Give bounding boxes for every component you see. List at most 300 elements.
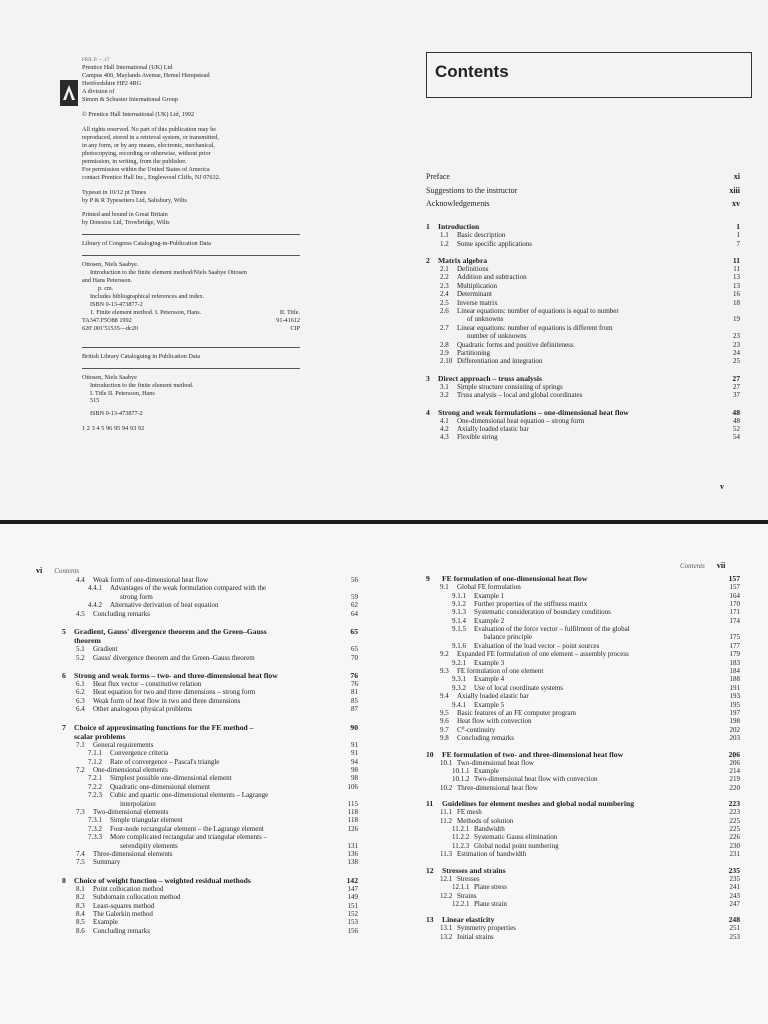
toc-section [426,726,740,734]
chapter-number: 6 [62,670,66,680]
chapter-heading [62,671,358,680]
rights-line: For permission within the United States of America [82,165,210,173]
section-page: 197 [729,708,740,717]
section-title: Example 3 [474,658,505,667]
section-title: Weak form of heat flow in two and three dimensions [93,696,241,705]
toc-section [426,349,740,357]
section-page: 11 [733,265,740,273]
section-page: 220 [729,783,740,792]
chapter-title: Strong and weak formulations – one-dimensional heat flow [438,407,629,417]
divider-rule [82,234,300,235]
toc-section [426,784,740,792]
chapter-number: 3 [426,373,430,383]
printed-block [82,211,310,227]
section-title: Estimation of bandwidth [457,850,527,859]
section-number: 1.1 [440,231,449,240]
section-page: 91 [351,749,358,758]
chapter-page: 142 [346,875,358,885]
section-page: 27 [733,382,740,391]
toc-section [426,883,740,891]
toc-section [426,684,740,692]
toc-section [426,391,740,399]
section-page: 59 [351,592,358,601]
toc-chapter [62,671,358,714]
section-number: 7.2.3 [88,791,102,800]
section-number: 6.4 [76,705,85,714]
front-matter-item [426,199,740,209]
section-title: Concluding remarks [93,926,150,935]
section-number: 9.2.1 [452,658,466,667]
section-page: 230 [729,841,740,850]
section-page: 243 [729,891,740,900]
section-title: Example 5 [474,700,505,709]
publisher-line: Simon & Schuster International Group [82,96,178,104]
scribble: FRIL P. -- .17 [82,58,110,63]
section-title: Systematic consideration of boundary conditions [474,608,611,617]
section-title: Example 2 [474,616,505,625]
toc-chapter [62,723,358,867]
chapter-title: FE formulation of two- and three-dimensional heat flow [442,749,624,759]
section-number: 6.2 [76,688,85,697]
chapter-number: 8 [62,875,66,885]
loc-subject-row [82,309,300,317]
rights-line: photocopying, recording or otherwise, without prior [82,149,211,157]
section-number: 10.2 [440,783,453,792]
section-title: General requirements [93,740,154,749]
section-page: 156 [347,926,358,935]
section-title: Some specific applications [457,239,533,248]
section-title: Two-dimensional heat flow with convection [474,775,598,784]
section-page: 193 [729,692,740,701]
section-number: 9.2 [440,650,449,659]
section-title: The Galerkin method [93,909,153,918]
section-number: 7.5 [76,858,85,867]
toc-section [426,701,740,709]
section-number: 5.1 [76,645,85,654]
section-number: 2.5 [440,298,449,307]
chapter-title: Stresses and strains [442,865,506,875]
toc-section [62,902,358,910]
section-page: 98 [351,774,358,783]
section-title: Use of local coordinate systems [474,683,564,692]
section-number: 12.1 [440,874,453,883]
section-page: 195 [729,700,740,709]
section-page: 118 [347,816,358,825]
front-matter-page: xi [733,172,740,181]
chapter-title-cont: scalar problems [74,731,126,741]
section-page: 25 [733,357,740,366]
section-page: 153 [347,918,358,927]
chapter-number: 2 [426,255,430,265]
section-title: Inverse matrix [457,298,498,307]
chapter-title-cont: theorem [74,636,101,646]
section-page: 65 [351,645,358,654]
toc-section [426,734,740,742]
front-matter-title: Preface [426,172,450,181]
section-page: 19 [733,315,740,324]
section-title: Basic features of an FE computer program [457,708,576,717]
toc-section [426,583,740,591]
running-head-vi: Contents [54,567,80,575]
section-title: Linear equations: number of equations is different from number of unknowns [457,323,613,341]
print-line: 1 2 3 4 5 96 95 94 93 92 [82,425,145,433]
section-page: 70 [351,653,358,662]
section-number: 9.4 [440,692,449,701]
toc-section [426,775,740,783]
publisher-line: Prentice Hall International (UK) Ltd [82,64,173,72]
section-title: Strains [457,891,477,900]
section-page: 147 [347,884,358,893]
section-number: 3.2 [440,391,449,400]
section-page: 177 [729,641,740,650]
section-title: Concluding remarks [457,734,514,743]
chapter-title: Matrix algebra [438,255,488,265]
section-number: 8.1 [76,884,85,893]
section-page: 149 [347,893,358,902]
chapter-heading [62,876,358,885]
section-page: 54 [733,433,740,442]
section-page: 37 [733,391,740,400]
section-title: Gradient [93,645,118,654]
loc-title-cont: and Hans Petersson. [82,277,133,285]
page-vii-header [680,555,725,573]
section-page: 191 [729,683,740,692]
chapter-heading [62,627,358,645]
section-title: Gauss' divergence theorem and the Green–Gauss theorem [93,653,255,662]
chapter-page: 248 [728,915,740,925]
toc-section [426,650,740,658]
toc-section [426,850,740,858]
section-page: 13 [733,281,740,290]
section-title-cont: interpolation [120,799,156,808]
publisher-line: Campus 400, Maylands Avenue, Hemel Hempstead [82,72,210,80]
section-title-cont: serendipity elements [120,841,178,850]
section-number: 9.7 [440,725,449,734]
section-page: 118 [347,807,358,816]
toc-section [426,759,740,767]
toc-chapter [426,374,740,400]
toc-section [426,617,740,625]
divider-rule [82,255,300,256]
toc-section [62,927,358,935]
toc-section [62,791,358,808]
section-title: Differentiation and integration [457,357,543,366]
section-page: 23 [733,340,740,349]
section-page: 152 [347,909,358,918]
toc-page-vi [62,576,358,944]
section-title: Simple structure consisting of springs [457,382,563,391]
section-page: 115 [347,799,358,808]
section-page: 98 [351,766,358,775]
chapter-title: Strong and weak forms – two- and three-dimensional heat flow [74,670,278,680]
chapter-page: 48 [732,407,740,417]
toc-section [62,893,358,901]
section-title: C⁰-continuity [457,725,496,734]
section-number: 7.3 [76,807,85,816]
rights-line: All rights reserved. No part of this publication may be [82,126,217,134]
toc-section [426,299,740,307]
section-page: 253 [729,932,740,941]
section-title: Subdomain collocation method [93,893,181,902]
section-title: Two-dimensional heat flow [457,758,534,767]
section-title: Weak form of one-dimensional heat flow [93,576,209,584]
toc-section [426,825,740,833]
toc-section [426,717,740,725]
section-title: Evaluation of the load vector – point sources [474,641,600,650]
section-title: Other analogous physical problems [93,705,192,714]
bottom-spread [0,524,768,1024]
section-title: Methods of solution [457,816,514,825]
publisher-line: A division of [82,88,115,96]
section-number: 2.10 [440,357,453,366]
section-page: 138 [347,858,358,867]
section-number: 10.1.2 [452,775,470,784]
toc-section [426,357,740,365]
section-title: Heat flux vector – constitutive relation [93,680,202,689]
section-page: 24 [733,348,740,357]
section-number: 2.3 [440,281,449,290]
section-page: 179 [729,650,740,659]
copyright-page [82,58,310,434]
toc-section [426,933,740,941]
section-page: 183 [729,658,740,667]
toc-section [426,808,740,816]
toc-section [62,858,358,866]
section-number: 8.5 [76,918,85,927]
section-number: 7.3.3 [88,833,102,842]
section-title: Symmetry properties [457,924,516,933]
chapter-page: 235 [728,865,740,875]
section-number: 11.3 [440,850,452,859]
section-title: Partitioning [457,348,491,357]
section-title-cont: of unknowns [467,315,504,324]
section-title-cont: balance principle [484,633,533,642]
section-title: Global FE formulation [457,583,521,592]
chapter-number: 4 [426,407,430,417]
printed-line: by Dotesios Ltd, Trowbridge, Wilts [82,219,170,227]
chapter-heading [426,222,740,231]
publisher-logo [60,80,78,106]
toc-section [62,680,358,688]
section-number: 9.8 [440,734,449,743]
chapter-heading [426,866,740,875]
toc-section [426,892,740,900]
chapter-heading [426,374,740,383]
section-number: 2.7 [440,323,449,332]
section-title: Three-dimensional heat flow [457,783,538,792]
section-number: 9.1.3 [452,608,466,617]
toc-page-vii [426,574,740,948]
toc-section [426,625,740,642]
toc-section [62,774,358,782]
toc-section [62,654,358,662]
loc-pages: p. cm. [98,285,114,293]
bl-isbn: ISBN 0-13-473877-2 [90,410,143,418]
section-number: 12.2.1 [452,899,470,908]
section-title: Example [474,767,499,776]
loc-isbn: ISBN 0-13-473877-2 [90,300,143,308]
section-number: 4.4 [76,576,85,584]
toc-section [62,705,358,713]
front-matter-item [426,172,740,182]
toc-section [426,675,740,683]
section-number: 13.1 [440,924,453,933]
toc-section [426,667,740,675]
section-number: 7.1 [76,740,85,749]
front-matter-page: xv [732,199,740,209]
chapter-number: 1 [426,222,430,231]
section-page: 202 [729,725,740,734]
toc-chapter [426,408,740,442]
loc-class-number: 91-41612 [276,316,300,324]
section-number: 7.2 [76,766,85,775]
section-title: Plane stress [474,883,507,892]
toc-section [426,592,740,600]
section-number: 11.2.2 [452,833,470,842]
section-page: 188 [729,675,740,684]
toc-section [426,900,740,908]
chapter-heading [426,408,740,417]
section-number: 4.4.2 [88,601,102,610]
section-number: 7.4 [76,849,85,858]
section-number: 11.2.3 [452,841,470,850]
front-matter [426,172,740,213]
section-title: Simplest possible one-dimensional element [110,774,232,783]
chapter-heading [426,574,740,583]
section-title: Least-squares method [93,901,155,910]
section-page: 106 [347,782,358,791]
toc-section [426,659,740,667]
bl-line: I. Title II. Petersson, Hans [90,389,155,397]
bl-cip-block [82,374,310,419]
front-matter-title: Acknowledgements [426,199,490,209]
chapter-page: 27 [732,373,740,383]
toc-section [62,601,358,609]
section-number: 7.3.2 [88,824,102,833]
section-page: 52 [733,425,740,434]
section-number: 2.8 [440,340,449,349]
section-page: 76 [351,680,358,689]
chapter-page: 223 [728,799,740,809]
chapter-title: Choice of approximating functions for the FE method – scalar problems [74,722,254,741]
chapter-number: 12 [426,865,434,875]
copyright-line: © Prentice Hall International (UK) Ltd, 1992 [82,111,195,119]
section-number: 11.1 [440,808,452,817]
toc-chapter [426,750,740,793]
section-title: Global nodal point numbering [474,841,559,850]
typeset-line: by P & R Typesetters Ltd, Salisbury, Wilts [82,196,187,204]
toc-section [426,265,740,273]
section-number: 7.3.1 [88,816,102,825]
printed-line: Printed and bound in Great Britain [82,211,168,219]
section-title: More complicated rectangular and triangular elements – serendipity elements [110,833,268,850]
section-number: 9.1.1 [452,591,466,600]
section-title: Evaluation of the force vector – fulfilment of the global balance principle [474,625,630,642]
section-page: 171 [729,608,740,617]
section-page: 126 [347,824,358,833]
section-title: Further properties of the stiffness matrix [474,599,588,608]
chapter-heading [426,915,740,924]
section-title: Example 1 [474,591,505,600]
section-number: 10.1 [440,758,453,767]
toc-section [426,324,740,341]
section-title: Convergence criteria [110,749,169,758]
toc-section [426,341,740,349]
loc-dewey-row [82,325,300,333]
loc-class-row [82,317,300,325]
loc-cip: CIP [290,324,300,332]
section-number: 9.1 [440,583,449,592]
section-number: 8.4 [76,909,85,918]
section-number: 11.2 [440,816,452,825]
toc-chapter [426,915,740,941]
toc-section [426,642,740,650]
toc-chapter [426,866,740,909]
section-number: 2.1 [440,265,449,273]
toc-chapter [62,627,358,662]
chapter-page: 157 [728,574,740,583]
section-number: 10.1.1 [452,767,470,776]
chapter-title: FE formulation of one-dimensional heat flow [442,574,588,583]
toc-section [62,850,358,858]
section-page: 219 [729,775,740,784]
chapter-number: 9 [426,574,430,583]
section-page: 225 [729,825,740,834]
section-title: Basic description [457,231,506,240]
section-number: 9.1.6 [452,641,466,650]
section-title: Expanded FE formulation of one element – assembly process [457,650,629,659]
toc-section [426,600,740,608]
front-matter-title: Suggestions to the instructor [426,185,518,195]
chapter-page: 1 [736,222,740,231]
running-head-vii: Contents [680,562,705,570]
chapter-heading [426,799,740,808]
toc-section [426,924,740,932]
contents-title: Contents [435,62,509,81]
toc-section [62,645,358,653]
section-page: 136 [347,849,358,858]
section-title: Flexible string [457,433,498,442]
toc-section [62,918,358,926]
divider-rule [82,347,300,348]
toc-section [426,608,740,616]
loc-subject-title: II. Title. [279,308,300,316]
toc-section [62,576,358,584]
section-number: 9.1.2 [452,599,466,608]
chapter-page: 76 [350,670,358,680]
toc-chapter [426,574,740,743]
chapter-page: 206 [728,749,740,759]
section-page: 16 [733,290,740,299]
section-page: 247 [729,899,740,908]
section-title: Two-dimensional elements [93,807,169,816]
section-page: 203 [729,734,740,743]
section-number: 9.6 [440,717,449,726]
chapter-number: 7 [62,722,66,732]
rights-line: contact Prentice Hall Inc., Englewood Cliffs, NJ 07632. [82,173,221,181]
loc-dewey: 620'.001'51535—dc20 [82,324,139,332]
loc-class: TA347.F5O88 1992 [82,316,132,324]
section-number: 13.2 [440,932,453,941]
section-page: 1 [736,231,740,240]
section-page: 251 [729,924,740,933]
section-page: 62 [351,601,358,610]
section-title: FE mesh [457,808,482,817]
section-page: 64 [351,609,358,618]
section-title: Example 4 [474,675,505,684]
loc-heading: Library of Congress Cataloging-in-Publication Data [82,240,211,248]
publisher-block [82,58,310,104]
